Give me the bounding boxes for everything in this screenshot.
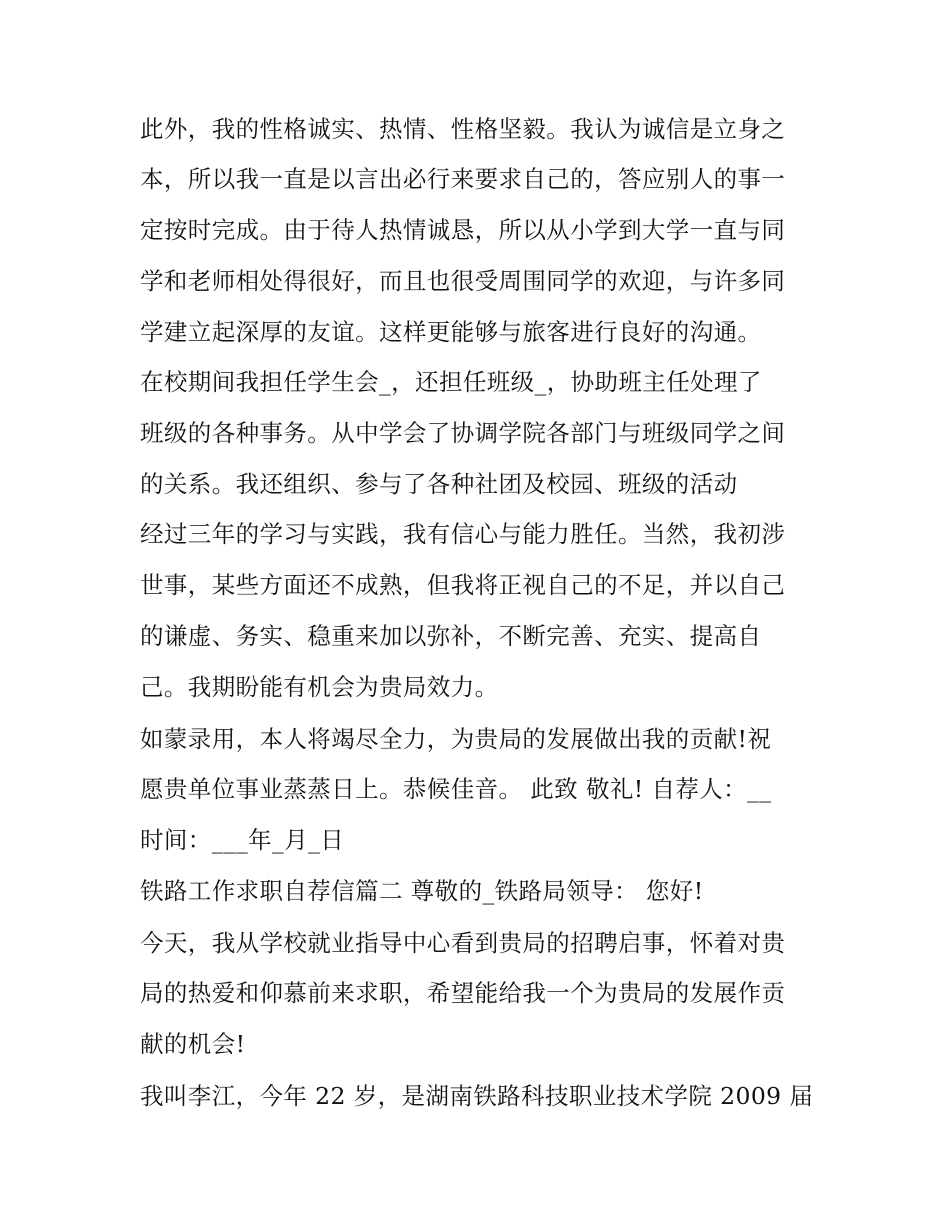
text-line: 己。我期盼能有机会为贵局效力。 — [140, 673, 499, 701]
text-line: 铁路工作求职自荐信篇二 尊敬的_铁路局领导： 您好! — [140, 877, 704, 905]
text-line: 本，所以我一直是以言出必行来要求自己的，答应别人的事一 — [140, 165, 786, 193]
text-line: 在校期间我担任学生会_，还担任班级_，协助班主任处理了 — [140, 368, 762, 396]
text-line: 经过三年的学习与实践，我有信心与能力胜任。当然，我初涉 — [140, 520, 786, 548]
text-line: 时间：___年_月_日 — [140, 826, 345, 854]
text-line: 今天，我从学校就业指导中心看到贵局的招聘启事，怀着对贵 — [140, 929, 786, 957]
text-line: 我叫李江，今年 22 岁，是湖南铁路科技职业技术学院 2009 届 — [140, 1082, 814, 1110]
text-line: 如蒙录用，本人将竭尽全力，为贵局的发展做出我的贡献!祝 — [140, 725, 772, 753]
text-line: 的谦虚、务实、稳重来加以弥补，不断完善、充实、提高自 — [140, 622, 762, 650]
text-line: 献的机会! — [140, 1030, 246, 1058]
text-line: 学和老师相处得很好，而且也很受周围同学的欢迎，与许多同 — [140, 267, 786, 295]
text-line: 愿贵单位事业蒸蒸日上。恭候佳音。 此致 敬礼! 自荐人：__ — [140, 775, 772, 803]
text-line: 此外，我的性格诚实、热情、性格坚毅。我认为诚信是立身之 — [140, 115, 786, 143]
text-line: 定按时完成。由于待人热情诚恳，所以从小学到大学一直与同 — [140, 216, 786, 244]
text-line: 的关系。我还组织、参与了各种社团及校园、班级的活动 — [140, 470, 738, 498]
text-line: 局的热爱和仰慕前来求职，希望能给我一个为贵局的发展作贡 — [140, 979, 786, 1007]
text-line: 世事，某些方面还不成熟，但我将正视自己的不足，并以自己 — [140, 571, 786, 599]
text-line: 学建立起深厚的友谊。这样更能够与旅客进行良好的沟通。 — [140, 318, 762, 346]
text-line: 班级的各种事务。从中学会了协调学院各部门与班级同学之间 — [140, 419, 786, 447]
